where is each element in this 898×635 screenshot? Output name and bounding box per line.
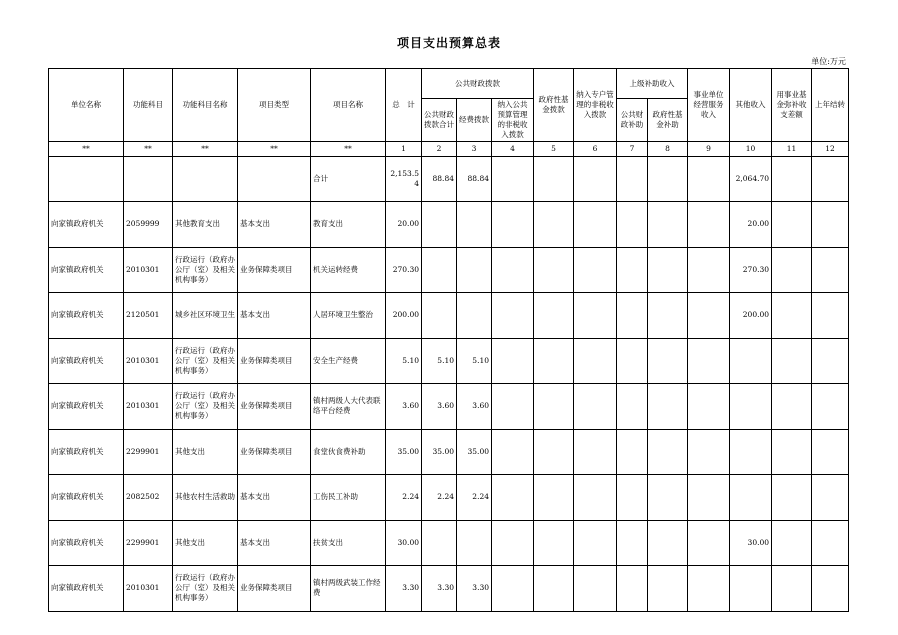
- index-cell: **: [238, 142, 311, 157]
- index-cell: 12: [812, 142, 849, 157]
- cell-dept: 向家镇政府机关: [49, 247, 124, 293]
- cell-other-income: 20.00: [730, 202, 772, 248]
- cell-last-year: [812, 384, 849, 430]
- total-row: [49, 157, 849, 202]
- cell-other-income: [730, 338, 772, 384]
- index-cell: 11: [772, 142, 812, 157]
- index-cell: **: [173, 142, 238, 157]
- cell-us-public: [617, 338, 648, 384]
- index-cell: **: [124, 142, 173, 157]
- total-label: 合计: [311, 157, 386, 202]
- cell-fund-gap: [772, 475, 812, 521]
- cell-last-year: [812, 338, 849, 384]
- cell-proj-name: 镇村两级人大代表联络平台经费: [311, 384, 386, 430]
- cell-us-govfund: [648, 293, 688, 339]
- cell-func-code: 2059999: [124, 202, 173, 248]
- cell-pf-nontax: [492, 202, 534, 248]
- cell-pf-nontax: [492, 247, 534, 293]
- header-other-income: 其他收入: [730, 69, 772, 142]
- cell-pf-nontax: [492, 384, 534, 430]
- cell-other-income: 200.00: [730, 293, 772, 339]
- cell-pf-fee: [457, 293, 492, 339]
- header-pf-fee: 经费拨款: [457, 99, 492, 142]
- cell-proj-name: 机关运转经费: [311, 247, 386, 293]
- cell-fund-gap: [772, 202, 812, 248]
- cell-fund-gap: [772, 247, 812, 293]
- cell-pf-fee: 35.00: [457, 429, 492, 475]
- cell-pf-nontax: [492, 429, 534, 475]
- header-pf-total: 公共财政拨款合计: [422, 99, 457, 142]
- cell-pf-nontax: [492, 475, 534, 521]
- cell-last-year: [812, 429, 849, 475]
- cell-us-public: [617, 566, 648, 612]
- cell-fund-gap: [772, 384, 812, 430]
- cell-us-public: [617, 202, 648, 248]
- total-pf-fee: 88.84: [457, 157, 492, 202]
- cell-func-code: 2082502: [124, 475, 173, 521]
- cell-special-nontax: [574, 475, 617, 521]
- cell-fund-gap: [772, 338, 812, 384]
- cell-last-year: [812, 475, 849, 521]
- cell-proj-type: 基本支出: [238, 520, 311, 566]
- cell-func-code: 2120501: [124, 293, 173, 339]
- table-row: [49, 520, 849, 566]
- cell-us-public: [617, 247, 648, 293]
- header-last-year: 上年结转: [812, 69, 849, 142]
- cell-other-income: 30.00: [730, 520, 772, 566]
- cell-pf-total: 5.10: [422, 338, 457, 384]
- cell-fund-gap: [772, 520, 812, 566]
- header-dept: 单位名称: [49, 69, 124, 142]
- cell-gov-fund: [534, 384, 574, 430]
- cell-us-public: [617, 520, 648, 566]
- cell-func-code: 2010301: [124, 338, 173, 384]
- cell-special-nontax: [574, 429, 617, 475]
- cell-last-year: [812, 202, 849, 248]
- cell-gov-fund: [534, 338, 574, 384]
- table-row: [49, 566, 849, 612]
- total-total: 2,153.54: [386, 157, 422, 202]
- cell-us-govfund: [648, 384, 688, 430]
- cell-fund-gap: [772, 293, 812, 339]
- cell-total: 3.60: [386, 384, 422, 430]
- cell-total: 35.00: [386, 429, 422, 475]
- index-cell: 1: [386, 142, 422, 157]
- cell-business-income: [688, 338, 730, 384]
- header-us-govfund: 政府性基金补助: [648, 99, 688, 142]
- header-special-nontax: 纳入专户管理的非税收入拨款: [574, 69, 617, 142]
- cell-dept: 向家镇政府机关: [49, 202, 124, 248]
- cell-total: 3.30: [386, 566, 422, 612]
- cell-func-name: 其他教育支出: [173, 202, 238, 248]
- cell-gov-fund: [534, 520, 574, 566]
- cell-special-nontax: [574, 247, 617, 293]
- cell-pf-total: 3.60: [422, 384, 457, 430]
- header-us-public: 公共财政补助: [617, 99, 648, 142]
- cell-total: 5.10: [386, 338, 422, 384]
- total-pf-total: 88.84: [422, 157, 457, 202]
- cell-business-income: [688, 247, 730, 293]
- cell-business-income: [688, 429, 730, 475]
- cell-other-income: [730, 429, 772, 475]
- cell-gov-fund: [534, 293, 574, 339]
- cell-func-name: 其他支出: [173, 520, 238, 566]
- cell-special-nontax: [574, 384, 617, 430]
- page-title: 项目支出预算总表: [396, 36, 501, 50]
- cell-other-income: [730, 475, 772, 521]
- index-cell: 2: [422, 142, 457, 157]
- header-public-finance: 公共财政拨款: [422, 69, 534, 99]
- cell-pf-fee: 3.30: [457, 566, 492, 612]
- cell-us-govfund: [648, 475, 688, 521]
- cell-us-public: [617, 429, 648, 475]
- cell-func-name: 城乡社区环境卫生: [173, 293, 238, 339]
- header-business-income: 事业单位经营服务收入: [688, 69, 730, 142]
- cell-pf-nontax: [492, 293, 534, 339]
- index-cell: 7: [617, 142, 648, 157]
- cell-pf-total: 2.24: [422, 475, 457, 521]
- cell-dept: 向家镇政府机关: [49, 293, 124, 339]
- cell-us-govfund: [648, 338, 688, 384]
- cell-proj-name: 人居环境卫生整治: [311, 293, 386, 339]
- cell-func-name: 行政运行（政府办公厅（室）及相关机构事务）: [173, 566, 238, 612]
- cell-special-nontax: [574, 293, 617, 339]
- header-gov-fund: 政府性基金拨款: [534, 69, 574, 142]
- total-other: 2,064.70: [730, 157, 772, 202]
- cell-gov-fund: [534, 475, 574, 521]
- cell-proj-type: 业务保障类项目: [238, 247, 311, 293]
- cell-other-income: 270.30: [730, 247, 772, 293]
- cell-business-income: [688, 202, 730, 248]
- cell-func-code: 2010301: [124, 566, 173, 612]
- cell-func-name: 行政运行（政府办公厅（室）及相关机构事务）: [173, 338, 238, 384]
- table-row: [49, 384, 849, 430]
- cell-gov-fund: [534, 566, 574, 612]
- cell-other-income: [730, 384, 772, 430]
- cell-dept: 向家镇政府机关: [49, 566, 124, 612]
- cell-pf-nontax: [492, 520, 534, 566]
- index-cell: 9: [688, 142, 730, 157]
- table-row: [49, 429, 849, 475]
- index-row: [49, 142, 849, 157]
- cell-dept: 向家镇政府机关: [49, 475, 124, 521]
- cell-proj-name: 食堂伙食费补助: [311, 429, 386, 475]
- cell-total: 2.24: [386, 475, 422, 521]
- header-upper-subsidy: 上级补助收入: [617, 69, 688, 99]
- cell-proj-type: 基本支出: [238, 293, 311, 339]
- cell-last-year: [812, 293, 849, 339]
- cell-last-year: [812, 566, 849, 612]
- cell-proj-type: 业务保障类项目: [238, 384, 311, 430]
- cell-business-income: [688, 475, 730, 521]
- cell-total: 200.00: [386, 293, 422, 339]
- cell-dept: 向家镇政府机关: [49, 429, 124, 475]
- table-row: [49, 247, 849, 293]
- cell-fund-gap: [772, 566, 812, 612]
- cell-pf-nontax: [492, 338, 534, 384]
- cell-pf-fee: [457, 247, 492, 293]
- cell-other-income: [730, 566, 772, 612]
- header-total: 总 计: [386, 69, 422, 142]
- cell-proj-type: 业务保障类项目: [238, 429, 311, 475]
- cell-gov-fund: [534, 202, 574, 248]
- cell-func-name: 行政运行（政府办公厅（室）及相关机构事务）: [173, 247, 238, 293]
- cell-us-govfund: [648, 202, 688, 248]
- cell-proj-name: 教育支出: [311, 202, 386, 248]
- cell-proj-name: 镇村两级武装工作经费: [311, 566, 386, 612]
- header-proj-type: 项目类型: [238, 69, 311, 142]
- cell-business-income: [688, 384, 730, 430]
- cell-pf-fee: 2.24: [457, 475, 492, 521]
- cell-proj-name: 安全生产经费: [311, 338, 386, 384]
- cell-special-nontax: [574, 566, 617, 612]
- cell-proj-type: 基本支出: [238, 202, 311, 248]
- cell-func-name: 行政运行（政府办公厅（室）及相关机构事务）: [173, 384, 238, 430]
- cell-last-year: [812, 520, 849, 566]
- cell-proj-type: 业务保障类项目: [238, 338, 311, 384]
- index-cell: **: [49, 142, 124, 157]
- cell-func-code: 2010301: [124, 247, 173, 293]
- cell-total: 270.30: [386, 247, 422, 293]
- cell-business-income: [688, 566, 730, 612]
- cell-dept: 向家镇政府机关: [49, 520, 124, 566]
- table-row: [49, 475, 849, 521]
- cell-pf-total: [422, 247, 457, 293]
- table-row: [49, 202, 849, 248]
- cell-us-govfund: [648, 429, 688, 475]
- cell-special-nontax: [574, 520, 617, 566]
- cell-pf-total: [422, 202, 457, 248]
- cell-pf-fee: [457, 520, 492, 566]
- header-func-code: 功能科目: [124, 69, 173, 142]
- cell-proj-type: 业务保障类项目: [238, 566, 311, 612]
- cell-fund-gap: [772, 429, 812, 475]
- cell-func-code: 2299901: [124, 520, 173, 566]
- table-row: [49, 338, 849, 384]
- cell-special-nontax: [574, 202, 617, 248]
- cell-func-code: 2299901: [124, 429, 173, 475]
- cell-func-name: 其他农村生活救助: [173, 475, 238, 521]
- cell-proj-type: 基本支出: [238, 475, 311, 521]
- header-pf-nontax: 纳入公共预算管理的非税收入拨款: [492, 99, 534, 142]
- index-cell: 4: [492, 142, 534, 157]
- cell-business-income: [688, 520, 730, 566]
- budget-table: [48, 68, 849, 612]
- index-cell: **: [311, 142, 386, 157]
- cell-gov-fund: [534, 429, 574, 475]
- cell-proj-name: 工伤民工补助: [311, 475, 386, 521]
- cell-func-code: 2010301: [124, 384, 173, 430]
- cell-pf-total: [422, 293, 457, 339]
- cell-gov-fund: [534, 247, 574, 293]
- cell-us-public: [617, 293, 648, 339]
- header-proj-name: 项目名称: [311, 69, 386, 142]
- table-row: [49, 293, 849, 339]
- cell-us-govfund: [648, 247, 688, 293]
- cell-pf-total: 3.30: [422, 566, 457, 612]
- cell-us-govfund: [648, 566, 688, 612]
- cell-us-public: [617, 475, 648, 521]
- cell-pf-total: 35.00: [422, 429, 457, 475]
- header-func-name: 功能科目名称: [173, 69, 238, 142]
- cell-func-name: 其他支出: [173, 429, 238, 475]
- cell-dept: 向家镇政府机关: [49, 384, 124, 430]
- cell-last-year: [812, 247, 849, 293]
- cell-total: 20.00: [386, 202, 422, 248]
- cell-dept: 向家镇政府机关: [49, 338, 124, 384]
- cell-pf-fee: [457, 202, 492, 248]
- header-fund-gap: 用事业基金弥补收支差额: [772, 69, 812, 142]
- cell-business-income: [688, 293, 730, 339]
- cell-us-govfund: [648, 520, 688, 566]
- cell-us-public: [617, 384, 648, 430]
- cell-pf-nontax: [492, 566, 534, 612]
- cell-pf-fee: 3.60: [457, 384, 492, 430]
- cell-special-nontax: [574, 338, 617, 384]
- index-cell: 6: [574, 142, 617, 157]
- unit-label: 单位:万元: [811, 57, 846, 66]
- index-cell: 8: [648, 142, 688, 157]
- cell-pf-total: [422, 520, 457, 566]
- index-cell: 5: [534, 142, 574, 157]
- cell-pf-fee: 5.10: [457, 338, 492, 384]
- index-cell: 3: [457, 142, 492, 157]
- index-cell: 10: [730, 142, 772, 157]
- cell-total: 30.00: [386, 520, 422, 566]
- cell-proj-name: 扶贫支出: [311, 520, 386, 566]
